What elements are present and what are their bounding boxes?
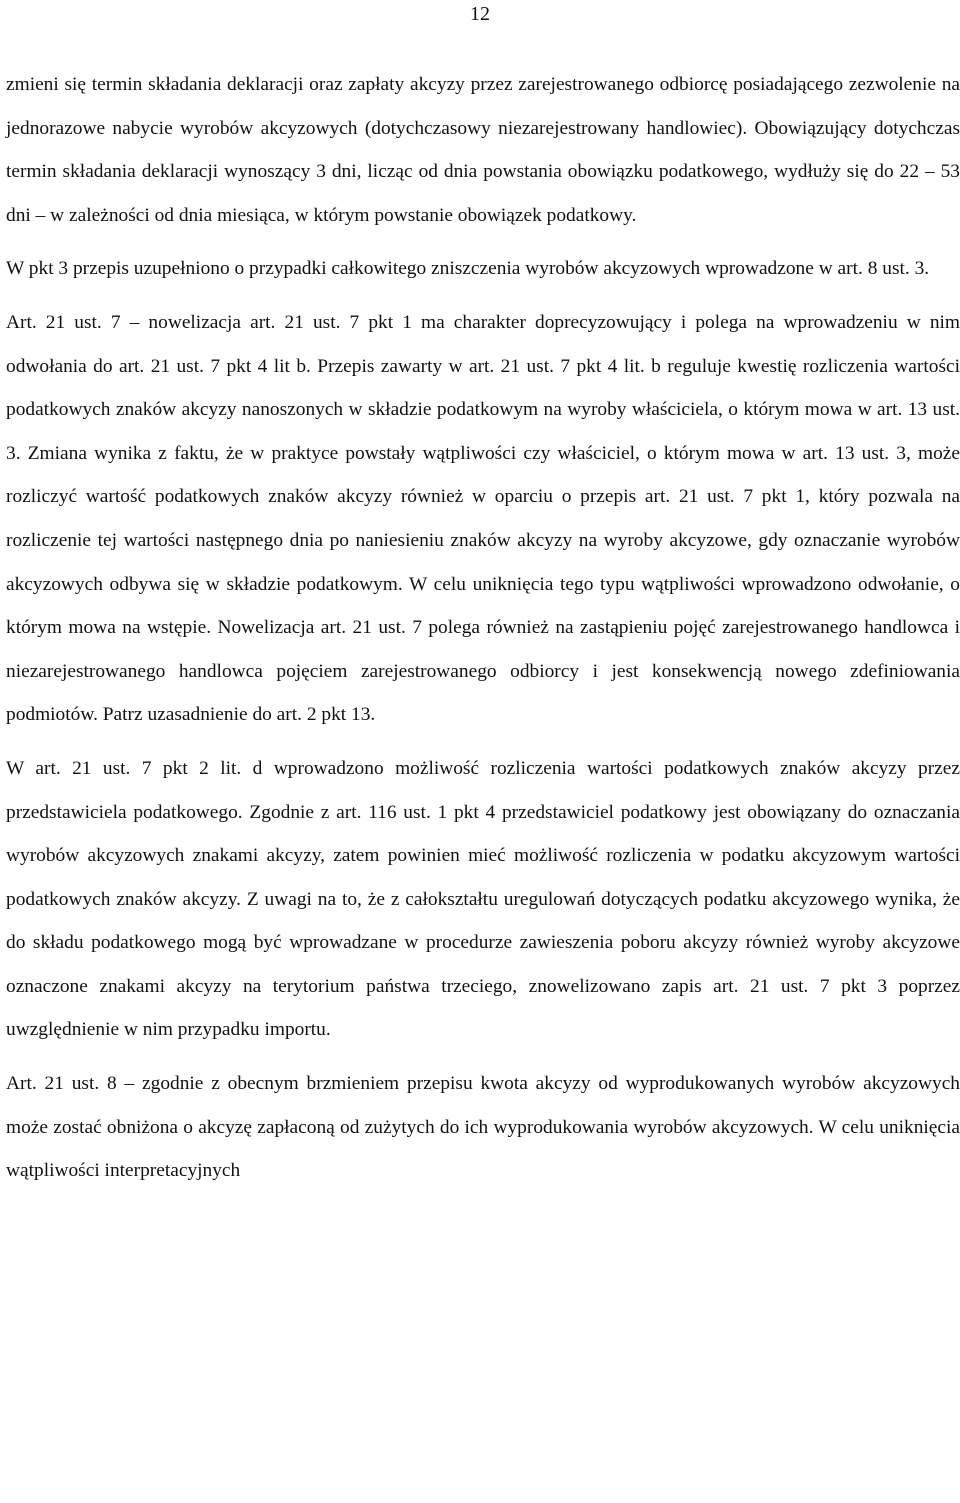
paragraph-4: W art. 21 ust. 7 pkt 2 lit. d wprowadzono możliwość rozliczenia wartości podatkowych znaków akcyzy przez przedstawiciela podatkowego. Zgodnie z art. 116 ust. 1 pkt 4 przedstawiciel podatkowy jest obowiązany do oznaczania wyrobów akcyzowych znakami akcyzy, zatem powinien mieć możliwość rozliczenia w podatku akcyzowym wartości podatkowych znaków akcyzy. Z uwagi na to, że z całokształtu uregulowań dotyczących podatku akcyzowego wynika, że do składu podatkowego mogą być wprowadzane w procedurze zawieszenia poboru akcyzy również wyroby akcyzowe oznaczone znakami akcyzy na terytorium państwa trzeciego, znowelizowano zapis art. 21 ust. 7 pkt 3 poprzez uwzględnienie w nim przypadku importu. [6, 757, 960, 1041]
paragraph-5: Art. 21 ust. 8 – zgodnie z obecnym brzmieniem przepisu kwota akcyzy od wyprodukowanych wyrobów akcyzowych może zostać obniżona o akcyzę zapłaconą od zużytych do ich wyprodukowania wyrobów akcyzowych. W celu uniknięcia wątpliwości interpretacyjnych [6, 1073, 960, 1182]
paragraph-3: Art. 21 ust. 7 – nowelizacja art. 21 ust. 7 pkt 1 ma charakter doprecyzowujący i polega na wprowadzeniu w nim odwołania do art. 21 ust. 7 pkt 4 lit b. Przepis zawarty w art. 21 ust. 7 pkt 4 lit. b reguluje kwestię rozliczenia wartości podatkowych znaków akcyzy nanoszonych w składzie podatkowym na wyroby właściciela, o którym mowa w art. 13 ust. 3. Zmiana wynika z faktu, że w praktyce powstały wątpliwości czy właściciel, o którym mowa w art. 13 ust. 3, może rozliczyć wartość podatkowych znaków akcyzy również w oparciu o przepis art. 21 ust. 7 pkt 1, który pozwala na rozliczenie tej wartości następnego dnia po naniesieniu znaków akcyzy na wyroby akcyzowe, gdy oznaczanie wyrobów akcyzowych odbywa się w składzie podatkowym. W celu uniknięcia tego typu wątpliwości wprowadzono odwołanie, o którym mowa na wstępie. Nowelizacja art. 21 ust. 7 polega również na zastąpieniu pojęć zarejestrowanego handlowca i niezarejestrowanego handlowca pojęciem zarejestrowanego odbiorcy i jest konsekwencją nowego zdefiniowania podmiotów. Patrz uzasadnienie do art. 2 pkt 13. [6, 311, 960, 726]
document-body [6, 63, 960, 1203]
paragraph-2: W pkt 3 przepis uzupełniono o przypadki całkowitego zniszczenia wyrobów akcyzowych wprowadzone w art. 8 ust. 3. [6, 258, 930, 280]
page-number: 12 [470, 3, 490, 25]
paragraph-1: zmieni się termin składania deklaracji oraz zapłaty akcyzy przez zarejestrowanego odbiorcę posiadającego zezwolenie na jednorazowe nabycie wyrobów akcyzowych (dotychczasowy niezarejestrowany handlowiec). Obowiązujący dotychczas termin składania deklaracji wynoszący 3 dni, licząc od dnia powstania obowiązku podatkowego, wydłuży się do 22 – 53 dni – w zależności od dnia miesiąca, w którym powstanie obowiązek podatkowy. [6, 74, 960, 226]
